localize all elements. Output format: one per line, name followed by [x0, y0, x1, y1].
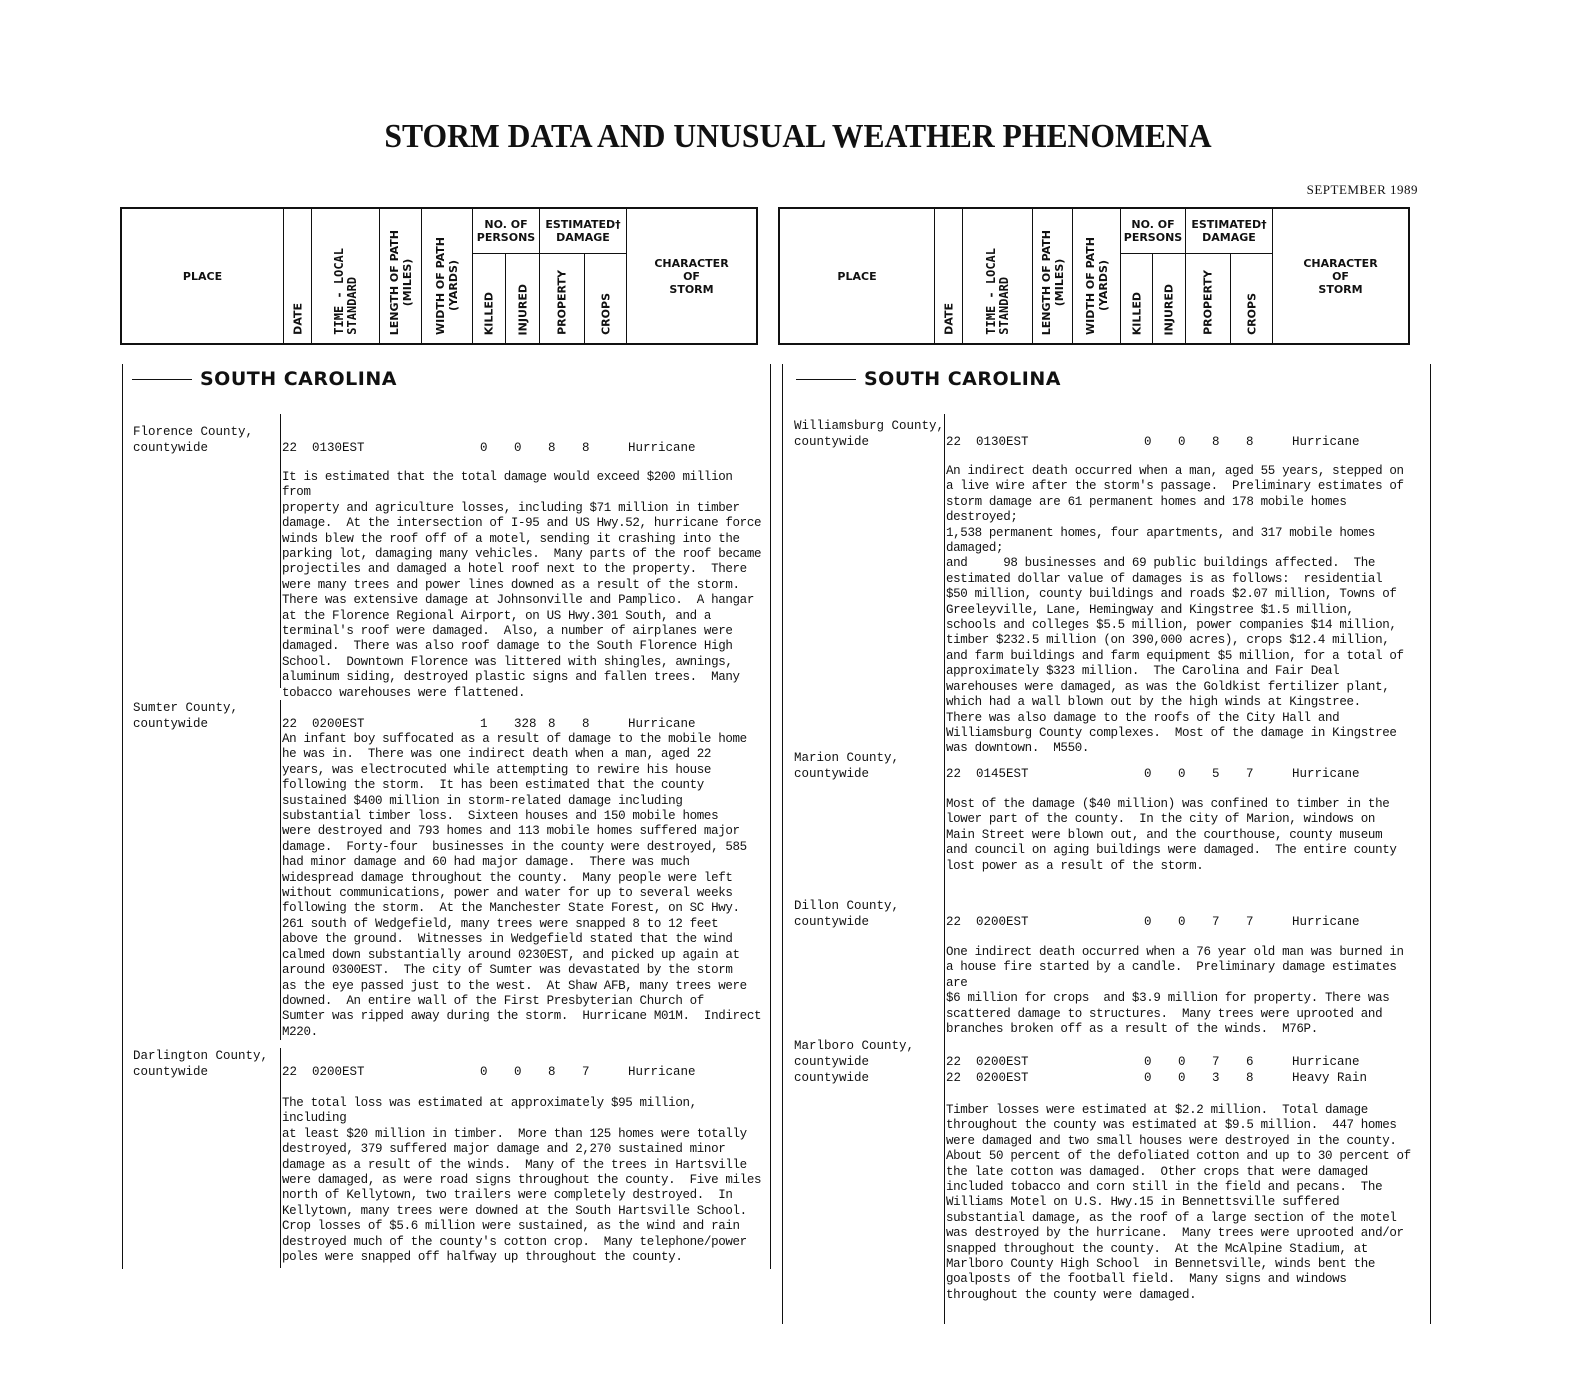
place-marlboro: Marlboro County, countywide countywide	[794, 1039, 915, 1085]
header-killed: KILLED	[482, 291, 496, 335]
place-sumter: Sumter County, countywide	[133, 701, 239, 731]
event-row-darlington: 22 0200EST 0 0 8 7 Hurricane	[282, 1065, 696, 1079]
header-damage-group: ESTIMATED† DAMAGE PROPERTY CROPS	[540, 209, 627, 343]
event-row-marion: 22 0145EST 0 0 5 7 Hurricane	[946, 767, 1360, 781]
place-marion: Marion County, countywide	[794, 751, 900, 781]
narrative-darlington: The total loss was estimated at approximately $95 million, including at least $20 million in timber. More than 125 homes were totally destroyed, 379 suffered major damage and 2,270 sustained minor damage as a result of the winds. Many of the trees in Hartsville were damaged, as were road signs throughout the county. Five miles north of Kellytown, two trailers were completely destroyed. In Kellytown, many trees were downed at the South Hartsville School. Crop losses of $5.6 million were sustained, as the wind and rain destroyed much of the county's cotton crop. Many telephone/power poles were snapped off halfway up throughout the county.	[282, 1096, 762, 1265]
entry-divider	[280, 1048, 281, 1268]
event-row-sumter: 22 0200EST 1 328 8 8 Hurricane	[282, 717, 696, 731]
header-time: TIME - LOCAL STANDARD	[312, 209, 380, 343]
entry-divider	[944, 414, 945, 1324]
header-injured: INJURED	[516, 283, 529, 335]
header-date: DATE	[284, 209, 312, 343]
narrative-dillon: One indirect death occurred when a 76 year old man was burned in a house fire started by a candle. Preliminary damage estimates are $6 million for crops and $3.9 million for property. There was scattered damage to structures. Many trees were uprooted and branches broken off as a result of the winds. M76P.	[946, 945, 1404, 1037]
state-heading-left: SOUTH CAROLINA	[132, 368, 397, 390]
header-crops: CROPS	[599, 293, 612, 335]
column-header-right	[778, 207, 1410, 345]
event-row-florence: 22 0130EST 0 0 8 8 Hurricane	[282, 441, 696, 455]
header-character: CHARACTER OF STORM	[1303, 256, 1378, 296]
header-property: PROPERTY	[1201, 270, 1215, 335]
entry-divider	[280, 700, 281, 1040]
header-date: DATE	[935, 209, 963, 343]
entry-divider	[280, 414, 281, 688]
header-place: PLACE	[780, 209, 935, 343]
publication-month: SEPTEMBER 1989	[1306, 182, 1418, 197]
narrative-florence: It is estimated that the total damage would exceed $200 million from property and agriculture losses, including $71 million in timber damage. At the intersection of I-95 and US Hwy.52, hurricane force winds blew the roof off of a motel, sending it crashing into the parking lot, damaging many vehicles. Many parts of the roof became projectiles and damaged a hotel roof next to the property. There were many trees and power lines downed as a result of the storm. There was extensive damage at Johnsonville and Pamplico. A hangar at the Florence Regional Airport, on US Hwy.301 South, and a terminal's roof were damaged. Also, a number of airplanes were damaged. There was also roof damage to the South Florence High School. Downtown Florence was littered with shingles, awnings, aluminum siding, destroyed plastic signs and fallen trees. Many tobacco warehouses were flattened.	[282, 470, 762, 700]
header-crops: CROPS	[1245, 293, 1258, 335]
place-darlington: Darlington County, countywide	[133, 1049, 269, 1079]
event-row-dillon: 22 0200EST 0 0 7 7 Hurricane	[946, 915, 1360, 929]
header-place: PLACE	[122, 209, 284, 343]
header-width: WIDTH OF PATH (YARDS)	[1073, 209, 1121, 343]
event-row-williamsburg: 22 0130EST 0 0 8 8 Hurricane	[946, 435, 1360, 449]
event-row-marlboro-heavy-rain: 22 0200EST 0 0 3 8 Heavy Rain	[946, 1071, 1368, 1085]
header-persons-group: NO. OF PERSONS KILLED INJURED	[473, 209, 540, 343]
narrative-williamsburg: An indirect death occurred when a man, aged 55 years, stepped on a live wire after the storm's passage. Preliminary estimates of storm damage are 61 permanent homes and 178 mobile homes destroyed; 1,538 permanent homes, four apartments, and 317 mobile homes damaged; and 98 businesses and 69 public buildings affected. The estimated dollar value of damages is as follows: residential $50 million, county buildings and roads $2.07 million, Towns of Greeleyville, Lane, Hemingway and Kingstree $1.5 million, schools and colleges $5.5 million, power companies $14 million, timber $232.5 million (on 390,000 acres), crops $12.4 million, and farm buildings and farm equipment $5 million, for a total of approximately $323 million. The Carolina and Fair Deal warehouses were damaged, as was the Goldkist fertilizer plant, which had a wall blown out by the high winds at Kingstree. There was also damage to the roofs of the City Hall and Williamsburg County complexes. Most of the damage in Kingstree was downtown. M550.	[946, 464, 1404, 756]
page-title: STORM DATA AND UNUSUAL WEATHER PHENOMENA	[384, 118, 1212, 155]
right-panel-right-border	[1430, 364, 1431, 1324]
event-row-marlboro-hurricane: 22 0200EST 0 0 7 6 Hurricane	[946, 1055, 1360, 1069]
place-dillon: Dillon County, countywide	[794, 899, 900, 929]
left-panel-right-border	[770, 364, 771, 1269]
state-heading-right: SOUTH CAROLINA	[796, 368, 1061, 390]
left-panel-border	[122, 364, 123, 1269]
place-williamsburg: Williamsburg County, countywide	[794, 419, 945, 449]
header-damage-group: ESTIMATED† DAMAGE PROPERTY CROPS	[1186, 209, 1273, 343]
column-header-left	[120, 207, 758, 345]
header-character: CHARACTER OF STORM	[654, 256, 729, 296]
right-panel-border	[782, 364, 783, 1324]
narrative-marlboro: Timber losses were estimated at $2.2 million. Total damage throughout the county was estimated at $9.5 million. 447 homes were damaged and two small houses were destroyed in the county. About 50 percent of the defoliated cotton and up to 30 percent of the late cotton was damaged. Other crops that were damaged included tobacco and corn still in the field and pecans. The Williams Motel on U.S. Hwy.15 in Bennettsville suffered substantial damage, as the roof of a large section of the motel was destroyed by the hurricane. Many trees were uprooted and/or snapped throughout the county. At the McAlpine Stadium, at Marlboro County High School in Bennetsville, winds bent the goalposts of the football field. Many signs and windows throughout the county were damaged.	[946, 1103, 1411, 1302]
header-killed: KILLED	[1130, 291, 1143, 335]
header-width: WIDTH OF PATH (YARDS)	[422, 209, 473, 343]
header-injured: INJURED	[1162, 283, 1176, 335]
header-time: TIME - LOCAL STANDARD	[963, 209, 1033, 343]
header-property: PROPERTY	[555, 270, 569, 335]
narrative-marion: Most of the damage ($40 million) was confined to timber in the lower part of the county. In the city of Marion, windows on Main Street were blown out, and the courthouse, county museum and council on aging buildings were damaged. The entire county lost power as a result of the storm.	[946, 797, 1397, 873]
place-florence: Florence County, countywide	[133, 425, 254, 455]
narrative-sumter: An infant boy suffocated as a result of damage to the mobile home he was in. There was one indirect death when a man, aged 22 years, was electrocuted while attempting to rewire his house following the storm. It has been estimated that the county sustained $400 million in storm-related damage including substantial timber loss. Sixteen houses and 150 mobile homes were destroyed and 793 homes and 113 mobile homes suffered major damage. Forty-four businesses in the county were destroyed, 585 had minor damage and 60 had major damage. There was much widespread damage throughout the county. Many people were left without communications, power and water for up to several weeks following the storm. At the Manchester State Forest, on SC Hwy. 261 south of Wedgefield, many trees were snapped 8 to 12 feet above the ground. Witnesses in Wedgefield stated that the wind calmed down substantially around 0230EST, and picked up again at around 0300EST. The city of Sumter was devastated by the storm as the eye passed just to the west. At Shaw AFB, many trees were downed. An entire wall of the First Presbyterian Church of Sumter was ripped away during the storm. Hurricane M01M. Indirect M220.	[282, 732, 762, 1039]
header-length: LENGTH OF PATH (MILES)	[380, 209, 422, 343]
header-length: LENGTH OF PATH (MILES)	[1033, 209, 1073, 343]
header-persons-group: NO. OF PERSONS KILLED INJURED	[1121, 209, 1186, 343]
